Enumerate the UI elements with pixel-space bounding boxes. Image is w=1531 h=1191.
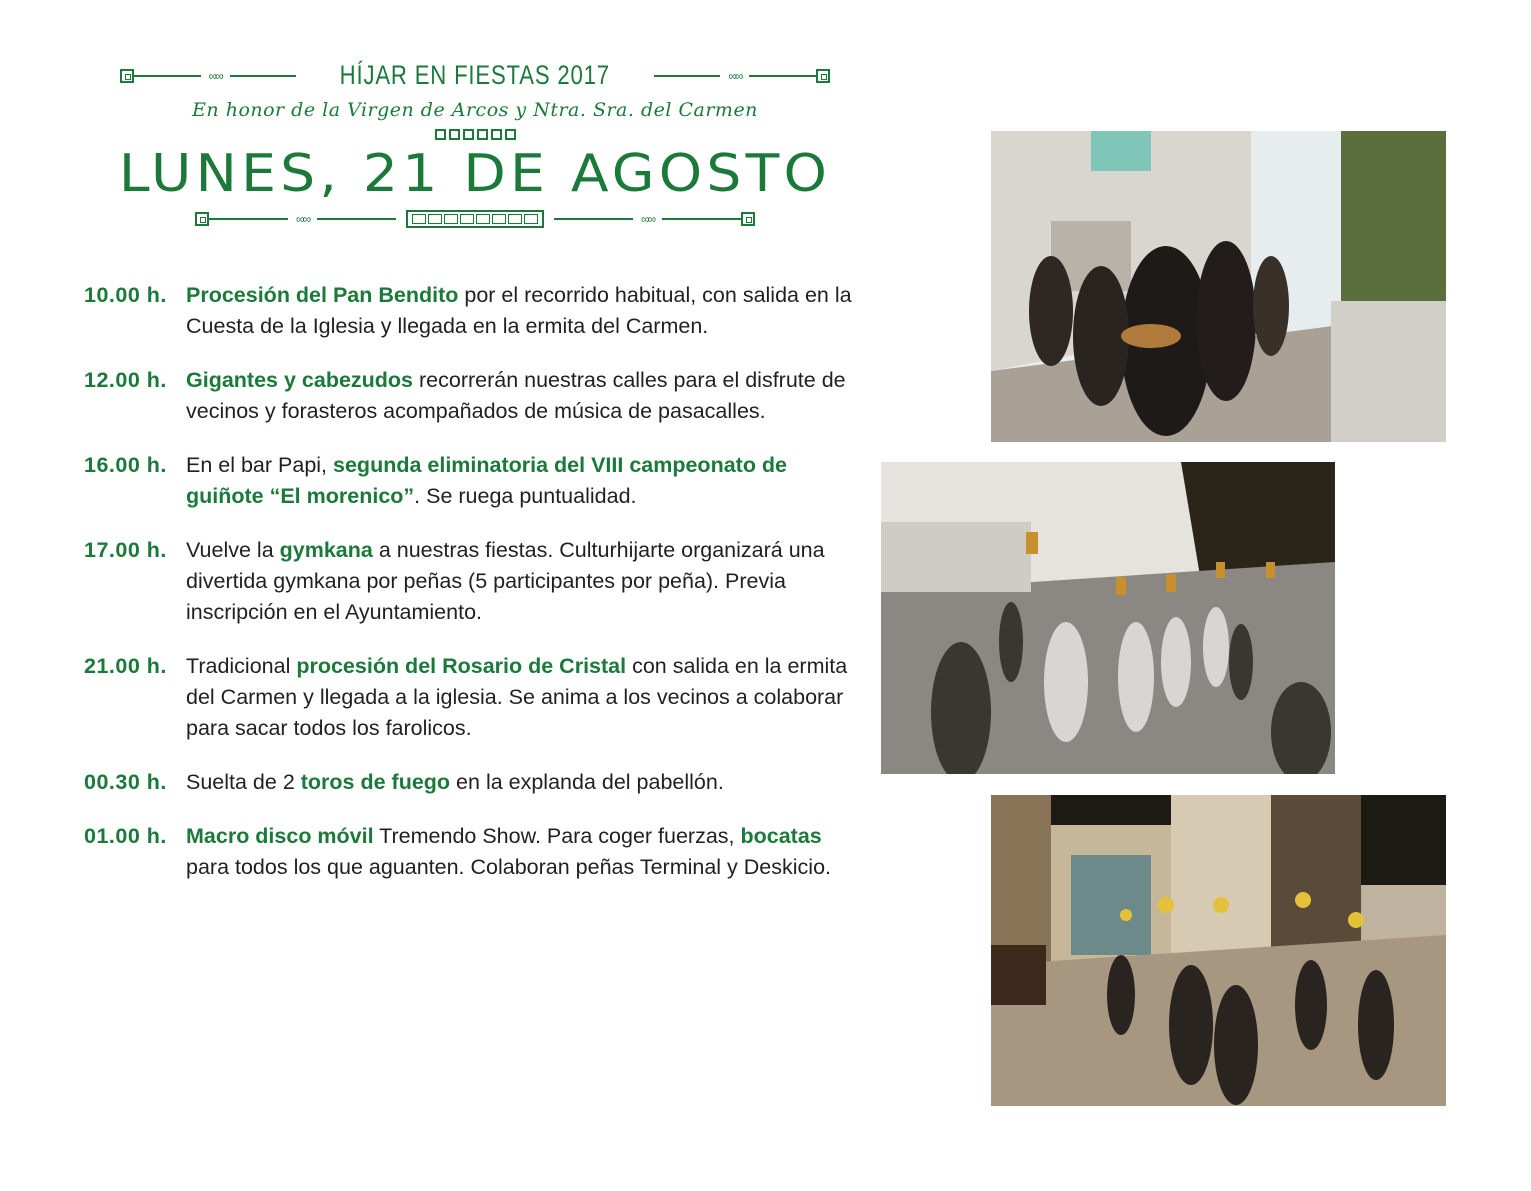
event-list — [84, 280, 864, 906]
square-ornament-icon — [195, 212, 209, 226]
event-text: recorrerán nuestras calles para el disfrute de vecinos y forasteros acompañados de música de pasacalles. — [186, 368, 846, 423]
event-highlight: bocatas — [740, 824, 822, 848]
event-text: en la explanda del pabellón. — [450, 770, 724, 794]
event-description — [186, 535, 864, 628]
event-highlight: gymkana — [279, 538, 373, 562]
photo-night-procession-church — [991, 795, 1446, 1106]
fest-title: HÍJAR EN FIESTAS 2017 — [339, 60, 611, 90]
event-item — [84, 821, 864, 883]
squares-ornament-icon — [120, 129, 830, 140]
photo-rosario-cristal-procession — [881, 462, 1335, 774]
event-item — [84, 767, 864, 798]
photo-pan-bendito-procession — [991, 131, 1446, 442]
square-ornament-icon — [120, 69, 134, 83]
event-description — [186, 651, 864, 744]
event-highlight: toros de fuego — [300, 770, 451, 794]
event-item — [84, 365, 864, 427]
knot-ornament-icon: ∞∞ — [208, 68, 222, 83]
event-highlight: segunda eliminatoria del VIII campeonato de guiñote “El morenico” — [186, 453, 788, 508]
event-text: Suelta de 2 — [186, 770, 301, 794]
event-text: con salida en la ermita del Carmen y llegada a la iglesia. Se anima a los vecinos a colaborar para sacar todos los farolicos. — [186, 654, 848, 740]
event-time: 01.00 h. — [84, 824, 167, 848]
knot-ornament-icon: ∞∞ — [640, 212, 655, 226]
square-ornament-icon — [816, 69, 830, 83]
event-time: 17.00 h. — [84, 538, 167, 562]
event-text: Tremendo Show. Para coger fuerzas, — [373, 824, 741, 848]
event-highlight: Procesión del Pan Bendito — [186, 283, 459, 307]
event-time: 12.00 h. — [84, 368, 167, 392]
event-item — [84, 651, 864, 744]
honor-subtitle: En honor de la Virgen de Arcos y Ntra. Sra. del Carmen — [192, 99, 758, 121]
event-text: Tradicional — [186, 654, 297, 678]
event-text: . Se ruega puntualidad. — [414, 484, 637, 508]
diamond-band-icon — [406, 210, 544, 228]
event-text: Vuelve la — [186, 538, 280, 562]
event-highlight: Gigantes y cabezudos — [186, 368, 414, 392]
event-description — [186, 280, 864, 342]
event-time: 00.30 h. — [84, 770, 167, 794]
square-ornament-icon — [741, 212, 755, 226]
event-text: a nuestras fiestas. Culturhijarte organizará una divertida gymkana por peñas (5 participantes por peña). Previa inscripción en el Ayuntamiento. — [186, 538, 825, 624]
event-time: 10.00 h. — [84, 283, 167, 307]
top-ornament — [120, 60, 830, 91]
day-title: LUNES, 21 DE AGOSTO — [118, 144, 832, 204]
event-highlight: Macro disco móvil — [186, 824, 374, 848]
knot-ornament-icon: ∞∞ — [295, 212, 310, 226]
bottom-ornament — [195, 210, 755, 228]
event-item — [84, 535, 864, 628]
event-highlight: procesión del Rosario de Cristal — [296, 654, 627, 678]
event-text: En el bar Papi, — [186, 453, 334, 477]
event-text: por el recorrido habitual, con salida en la Cuesta de la Iglesia y llegada en la ermita del Carmen. — [186, 283, 852, 338]
event-item — [84, 280, 864, 342]
knot-ornament-icon: ∞∞ — [728, 68, 742, 83]
event-time: 21.00 h. — [84, 654, 167, 678]
event-time: 16.00 h. — [84, 453, 167, 477]
event-description — [186, 767, 864, 798]
event-description — [186, 450, 864, 512]
event-description — [186, 821, 864, 883]
event-item — [84, 450, 864, 512]
event-text: para todos los que aguanten. Colaboran peñas Terminal y Deskicio. — [186, 855, 831, 879]
event-description — [186, 365, 864, 427]
header — [120, 60, 830, 228]
